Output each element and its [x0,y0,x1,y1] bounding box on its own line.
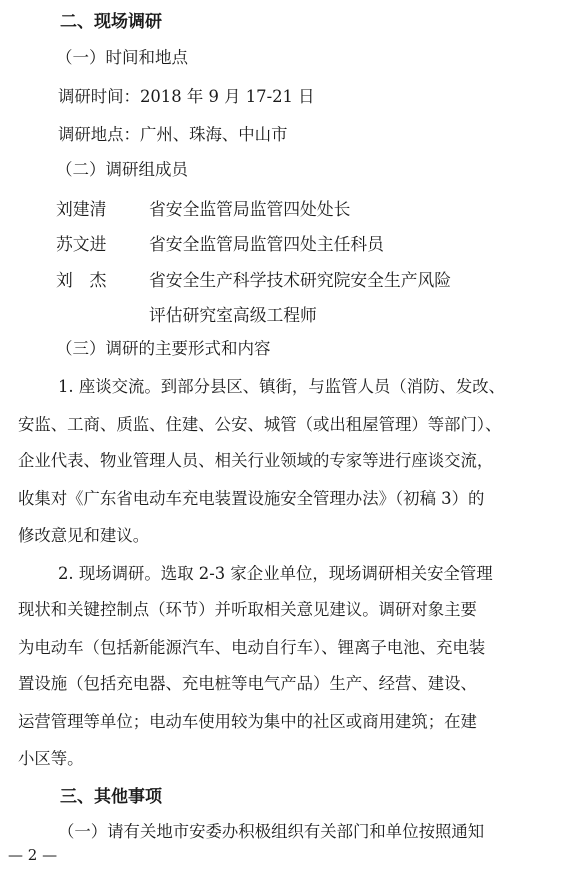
member-name: 刘建清 [56,199,107,219]
subheading-forms-content: （三）调研的主要形式和内容 [56,339,271,358]
paragraph-line: 修改意见和建议。 [18,526,150,545]
paragraph-line: （一）请有关地市安委办积极组织有关部门和单位按照通知 [58,822,485,841]
member-title: 省安全监管局监管四处主任科员 [149,234,384,254]
member-title-continued: 评估研究室高级工程师 [149,305,317,325]
paragraph-line: 小区等。 [18,749,84,768]
member-name: 刘 杰 [56,270,107,290]
paragraph-line: 运营管理等单位；电动车使用较为集中的社区或商用建筑；在建 [18,712,477,731]
member-title: 省安全生产科学技术研究院安全生产风险 [149,270,452,290]
paragraph-line: 收集对《广东省电动车充电装置设施安全管理办法》（初稿 3）的 [18,489,485,508]
paragraph-line: 2. 现场调研。选取 2-3 家企业单位，现场调研相关安全管理 [58,564,493,583]
paragraph-line: 企业代表、物业管理人员、相关行业领域的专家等进行座谈交流， [18,451,494,470]
member-title: 省安全监管局监管四处处长 [149,199,351,219]
research-place-line: 调研地点：广州、珠海、中山市 [58,125,288,144]
paragraph-line: 1. 座谈交流。到部分县区、镇街，与监管人员（消防、发改、 [58,377,506,396]
paragraph-line: 现状和关键控制点（环节）并听取相关意见建议。调研对象主要 [18,600,477,619]
paragraph-line: 置设施（包括充电器、充电桩等电气产品）生产、经营、建设、 [18,674,477,693]
paragraph-line: 安监、工商、质监、住建、公安、城管（或出租屋管理）等部门）、 [18,415,502,434]
page-number: — 2 — [8,846,58,864]
paragraph-line: 为电动车（包括新能源汽车、电动自行车）、锂离子电池、充电装 [18,638,486,657]
section-heading-site-research: 二、现场调研 [60,12,162,32]
subheading-members: （二）调研组成员 [56,160,188,179]
research-time-line: 调研时间：2018 年 9 月 17-21 日 [58,87,315,106]
member-name: 苏文进 [56,234,107,254]
subheading-time-place: （一）时间和地点 [56,48,188,67]
section-heading-other-matters: 三、其他事项 [60,787,162,807]
